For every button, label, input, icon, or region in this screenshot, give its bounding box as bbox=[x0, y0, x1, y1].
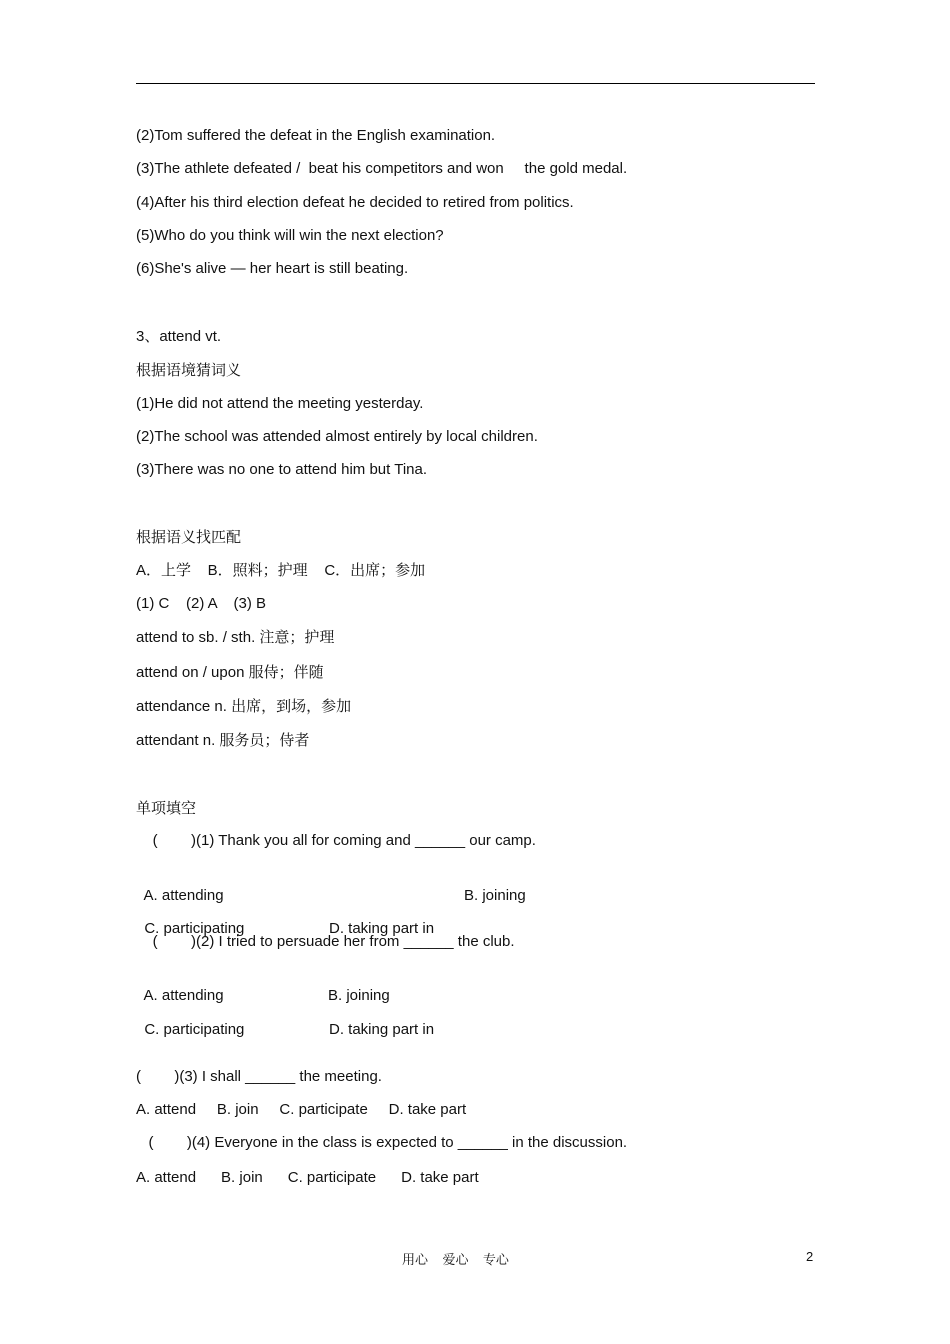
option-d: D. taking part in bbox=[329, 1021, 435, 1038]
page-number: 2 bbox=[806, 1249, 814, 1264]
phrase-attendance: attendance n. 出席，到场，参加 bbox=[136, 698, 352, 715]
question-2-stem: ( )(2) I tried to persuade her from ______ the club. bbox=[136, 933, 515, 950]
match-answers: (1) C (2) A (3) B bbox=[136, 595, 267, 612]
option-a: A. attending bbox=[143, 887, 224, 904]
phrase-attend-to: attend to sb. / sth. 注意；护理 bbox=[136, 629, 335, 646]
match-title: 根据语义找匹配 bbox=[136, 529, 242, 546]
option-b: B. joining bbox=[328, 987, 390, 1004]
option-a: A. attending bbox=[143, 987, 224, 1004]
defeat-example-3: (3)The athlete defeated / beat his competitors and won the gold medal. bbox=[136, 160, 628, 177]
guess-sentence-3: (3)There was no one to attend him but Tina. bbox=[136, 461, 427, 478]
question-4-options: A. attend B. join C. participate D. take part bbox=[136, 1169, 479, 1186]
question-3-stem: ( )(3) I shall ______ the meeting. bbox=[136, 1068, 382, 1085]
guess-sentence-2: (2)The school was attended almost entirely by local children. bbox=[136, 428, 538, 445]
defeat-example-6: (6)She's alive — her heart is still beating. bbox=[136, 260, 409, 277]
question-1-stem: ( )(1) Thank you all for coming and ______ our camp. bbox=[136, 832, 536, 849]
fill-title: 单项填空 bbox=[136, 800, 197, 817]
option-b: B. joining bbox=[464, 887, 526, 904]
phrase-attend-on: attend on / upon 服侍；伴随 bbox=[136, 664, 324, 681]
option-c: C. participating bbox=[144, 920, 245, 937]
match-options: A．上学 B．照料；护理 C．出席；参加 bbox=[136, 562, 426, 579]
phrase-attendant: attendant n. 服务员；侍者 bbox=[136, 732, 310, 749]
question-4-stem: ( )(4) Everyone in the class is expected to ______ in the discussion. bbox=[136, 1134, 628, 1151]
option-c: C. participating bbox=[144, 1021, 245, 1038]
defeat-example-2: (2)Tom suffered the defeat in the English examination. bbox=[136, 127, 496, 144]
defeat-example-5: (5)Who do you think will win the next election? bbox=[136, 227, 444, 244]
question-3-options: A. attend B. join C. participate D. take part bbox=[136, 1101, 467, 1118]
footer-motto: 用心 爱心 专心 bbox=[402, 1252, 509, 1267]
attend-heading: 3、attend vt. bbox=[136, 328, 222, 345]
header-rule bbox=[136, 83, 815, 84]
option-d: D. taking part in bbox=[329, 920, 435, 937]
guess-title: 根据语境猜词义 bbox=[136, 362, 242, 379]
guess-sentence-1: (1)He did not attend the meeting yesterday. bbox=[136, 395, 424, 412]
defeat-example-4: (4)After his third election defeat he decided to retired from politics. bbox=[136, 194, 574, 211]
question-2-options-row-2 bbox=[136, 1000, 435, 1040]
